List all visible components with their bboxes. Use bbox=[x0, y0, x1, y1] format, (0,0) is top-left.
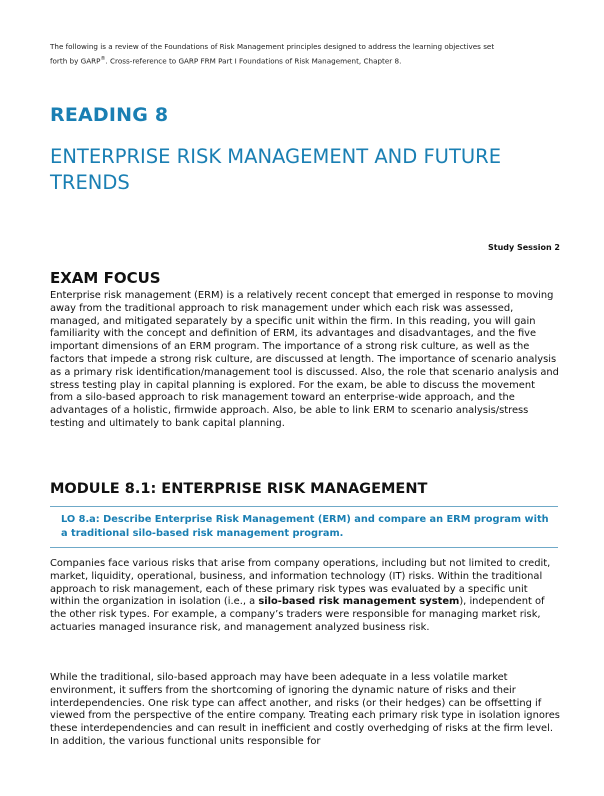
registered-mark: ® bbox=[100, 56, 106, 62]
learning-objective-box bbox=[50, 506, 558, 548]
intro-note bbox=[50, 40, 570, 67]
exam-focus-body: Enterprise risk management (ERM) is a relatively recent concept that emerged in response to moving away from the traditional approach to risk management under which each risk was assessed, managed, and mitigated separately by a specific unit within the firm. In this reading, you will gain familiarity with the concept and definition of ERM, its advantages and disadvantages, and the five important dimensions of an ERM program. The importance of a strong risk culture, as well as the factors that impede a strong risk culture, are discussed at length. The importance of scenario analysis as a primary risk identification/management tool is discussed. Also, the role that scenario analysis and stress testing play in capital planning is explored. For the exam, be able to discuss the movement from a silo-based approach to risk management toward an enterprise-wide approach, and the advantages of a holistic, firmwide approach. Also, be able to link ERM to scenario analysis/stress testing and ultimately to bank capital planning. bbox=[50, 290, 559, 429]
silo-based-term: silo-based risk management system bbox=[258, 596, 460, 608]
body-paragraph-1 bbox=[50, 558, 560, 635]
study-session-label: Study Session 2 bbox=[487, 243, 560, 252]
reading-title-line2: TRENDS bbox=[50, 171, 130, 194]
reading-title bbox=[50, 144, 570, 196]
body-paragraph-2: While the traditional, silo-based approach may have been adequate in a less volatile market environment, it suffers from the shortcoming of ignoring the dynamic nature of risks and their interdependencies. One risk type can affect another, and risks (or their hedges) can be offsetting if viewed from the perspective of the entire company. Treating each primary risk type in isolation ignores these interdependencies and can result in inefficient and costly overhedging of risks at the firm level. In addition, the various functional units responsible for bbox=[50, 672, 560, 747]
intro-line2-prefix: forth by GARP bbox=[50, 56, 101, 66]
paragraph1-part1: Companies face various risks that arise from company operations, including but not limited to credit, market, liquidity, operational, business, and information technology (IT) risks. Within the traditional approach to risk management, each of these primary risk types was evaluated by a specific unit within the organization in isolation (i.e., a bbox=[50, 558, 551, 608]
learning-objective-text: LO 8.a: Describe Enterprise Risk Management (ERM) and compare an ERM program with a traditional silo-based risk management program. bbox=[61, 514, 549, 539]
exam-focus-heading: EXAM FOCUS bbox=[50, 269, 161, 287]
intro-line2-suffix: . Cross-reference to GARP FRM Part I Foundations of Risk Management, Chapter 8. bbox=[105, 56, 402, 66]
reading-title-line1: ENTERPRISE RISK MANAGEMENT AND FUTURE bbox=[50, 145, 502, 168]
module-heading: MODULE 8.1: ENTERPRISE RISK MANAGEMENT bbox=[50, 481, 428, 497]
paragraph1-part2: ), independent of the other risk types. For example, a company’s traders were responsible for managing market risk, actuaries managed insurance risk, and management analyzed business risk. bbox=[50, 596, 545, 633]
reading-label: READING 8 bbox=[50, 104, 169, 126]
intro-line1: The following is a review of the Foundations of Risk Management principles designed to address the learning objectives set bbox=[50, 42, 495, 51]
